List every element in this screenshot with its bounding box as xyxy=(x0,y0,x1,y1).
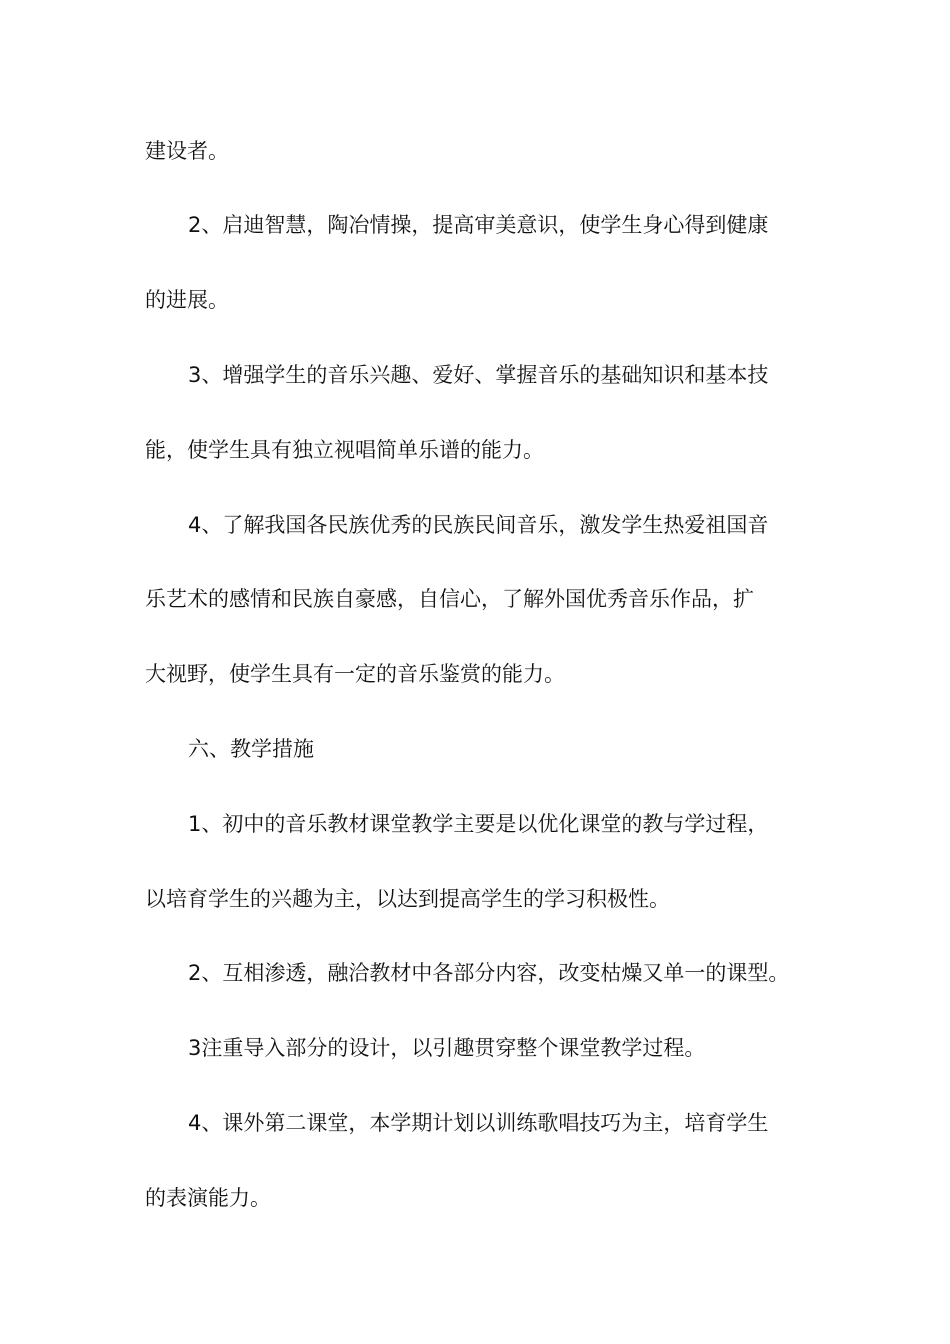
text-line: 1、初中的音乐教材课堂教学主要是以优化课堂的教与学过程， xyxy=(188,812,769,836)
text-line: 能，使学生具有独立视唱简单乐谱的能力。 xyxy=(145,438,544,462)
text-line: 2、启迪智慧，陶冶情操，提高审美意识，使学生身心得到健康 xyxy=(188,213,769,237)
text-line: 3、增强学生的音乐兴趣、爱好、掌握音乐的基础知识和基本技 xyxy=(188,363,769,387)
text-line: 大视野，使学生具有一定的音乐鉴赏的能力。 xyxy=(145,662,565,686)
text-line: 2、互相渗透，融洽教材中各部分内容，改变枯燥又单一的课型。 xyxy=(188,961,790,985)
text-line: 4、了解我国各民族优秀的民族民间音乐，激发学生热爱祖国音 xyxy=(188,513,769,537)
text-line: 4、课外第二课堂，本学期计划以训练歌唱技巧为主，培育学生 xyxy=(188,1111,769,1135)
text-line: 的进展。 xyxy=(145,288,229,312)
section-heading: 六、教学措施 xyxy=(188,737,314,761)
text-line: 乐艺术的感情和民族自豪感，自信心，了解外国优秀音乐作品，扩 xyxy=(145,587,754,611)
text-line: 以培育学生的兴趣为主，以达到提高学生的学习积极性。 xyxy=(145,887,670,911)
text-line: 3注重导入部分的设计，以引趣贯穿整个课堂教学过程。 xyxy=(188,1036,706,1060)
text-line: 建设者。 xyxy=(145,139,229,163)
text-line: 的表演能力。 xyxy=(145,1186,271,1210)
